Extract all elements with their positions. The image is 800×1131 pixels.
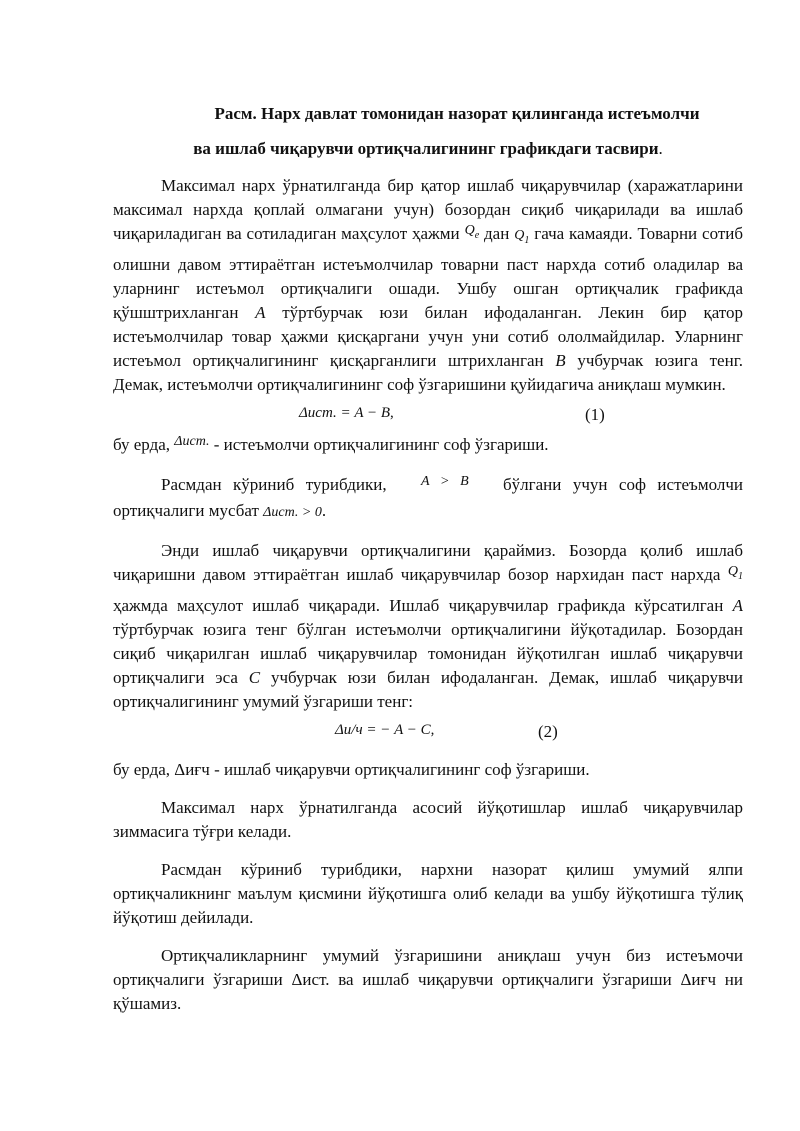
paragraph-consumer-note — [113, 433, 743, 459]
p4-text-d: учбурчак юзи билан ифодаланган. Демак, ишлаб чиқарувчи ортиқчалигининг умумий ўзгариши тенг: — [113, 667, 743, 711]
symbol-qe-sub: e — [474, 229, 480, 241]
symbol-delta-positive: Δист. > 0 — [263, 504, 322, 520]
formula-1-expr-text: Δист. = A − B — [299, 404, 391, 421]
symbol-q1-producer-sub: 1 — [738, 570, 744, 582]
p4-text-a: Энди ишлаб чиқарувчи ортиқчалигини қараймиз. Бозорда қолиб ишлаб чиқаришни давом эттираётган ишлаб чиқарувчилар бозор нархидан паст нархда — [113, 540, 743, 584]
paragraph-producer-surplus — [113, 539, 743, 714]
figure-caption — [113, 96, 743, 166]
symbol-q1-producer-letter: Q — [727, 563, 739, 579]
formula-1 — [113, 397, 743, 433]
paragraph-producer-note: бу ерда, Δиғч - ишлаб чиқарувчи ортиқчалигининг соф ўзгариши. — [113, 759, 590, 779]
symbol-c: С — [248, 667, 261, 687]
formula-1-number: (1) — [585, 404, 605, 424]
p4-text-b: ҳажмда маҳсулот ишлаб чиқаради. Ишлаб чиқарувчилар графикда кўрсатилган — [113, 595, 724, 615]
p3-text-b: бўлгани учун соф истеъмолчи ортиқчалиги мусбат — [113, 474, 743, 520]
symbol-delta-consumer: Δист. — [174, 433, 210, 449]
p1-text-c: гача камаяди. Товарни сотиб олишни давом эттираётган истеъмолчилар товарни паст нархда сотиб оладилар ва уларнинг истеъмол ортиқчалиги ошади. Ушбу ошган ортиқчалик графикда қўшштрихланган — [113, 224, 744, 322]
paragraph-price-ceiling — [113, 174, 743, 397]
formula-2 — [113, 714, 743, 750]
caption-line-1: Расм. Нарх давлат томонидан назорат қилинганда истеъмолчи — [214, 104, 700, 123]
symbol-b: В — [555, 350, 566, 370]
symbol-q1-producer — [727, 563, 744, 582]
p1-text-a: Максимал нарх ўрнатилганда бир қатор ишлаб чиқарувчилар (харажатларини максимал нархда қоплай олмагани учун) бозордан сиқиб чиқарилади ва ишлаб чиқариладиган ва сотиладиган маҳсулот ҳажми — [113, 176, 743, 243]
caption-period: . — [658, 139, 663, 158]
symbol-q1-letter: Q — [514, 228, 525, 243]
formula-1-comma: , — [390, 404, 394, 421]
symbol-qe — [464, 223, 480, 241]
formula-1-expression — [299, 405, 394, 422]
symbol-q1-sub: 1 — [524, 234, 530, 246]
caption-line-2-text: ва ишлаб чиқарувчи ортиқчалигининг графикдаги тасвири — [193, 139, 659, 158]
formula-2-comma: , — [430, 721, 435, 738]
p1-text-d: тўртбурчак юзи билан ифодаланган. Лекин бир қатор истеъмолчилар товар ҳажми қисқаргани учун уни сотиб ололмайдилар. Уларнинг истеъмол ортиқчалигининг қисқарганлиги штрихланган — [113, 302, 744, 370]
symbol-a-producer: А — [732, 595, 744, 615]
paragraph-main-losses: Максимал нарх ўрнатилганда асосий йўқотишлар ишлаб чиқарувчилар зиммасига тўғри келади. — [113, 797, 743, 841]
p3-period: . — [321, 500, 327, 520]
caption-line-2 — [113, 131, 743, 166]
formula-2-number: (2) — [538, 721, 558, 741]
formula-2-expr-text: Δи/ч = − A − C — [335, 721, 431, 738]
p1-text-e: учбурчак юзига тенг. Демак, истеъмолчи ортиқчалигининг соф ўзгаришини қуйидагича аниқлаш мумкин. — [113, 350, 744, 394]
symbol-a-greater-b: A > B — [420, 473, 469, 489]
symbol-a: А — [255, 302, 266, 322]
p3-text-a: Расмдан кўриниб турибдики, — [161, 474, 387, 494]
symbol-qe-letter: Q — [464, 223, 475, 238]
p1-text-b: дан — [484, 224, 510, 243]
symbol-q1 — [514, 228, 530, 246]
paragraph-positive-surplus — [113, 473, 743, 525]
p4-text-c: тўртбурчак юзига тенг бўлган истеъмолчи ортиқчалигини йўқотадилар. Бозордан сиқиб чиқарилган ишлаб чиқарувчилар томонидан йўқотилган ишлаб чиқарувчи ортиқчалиги эса — [113, 619, 743, 687]
document-page — [113, 96, 743, 1016]
paragraph-total-change: Ортиқчаликларнинг умумий ўзгаришини аниқлаш учун биз истеъмочи ортиқчалиги ўзгариши Δист. ва ишлаб чиқарувчи ортиқчалиги ўзгариши Δиғч ни қўшамиз. — [113, 945, 743, 1013]
p2-text-b: - истеъмолчи ортиқчалигининг соф ўзгариши. — [213, 434, 549, 454]
formula-2-expression — [335, 722, 434, 739]
paragraph-deadweight-loss: Расмдан кўриниб турибдики, нархни назорат қилиш умумий ялпи ортиқчаликнинг маълум қисмини йўқотишга олиб келади ва ушбу йўқотишга тўлиқ йўқотиш дейилади. — [113, 859, 743, 927]
p2-text-a: бу ерда, — [113, 434, 171, 454]
